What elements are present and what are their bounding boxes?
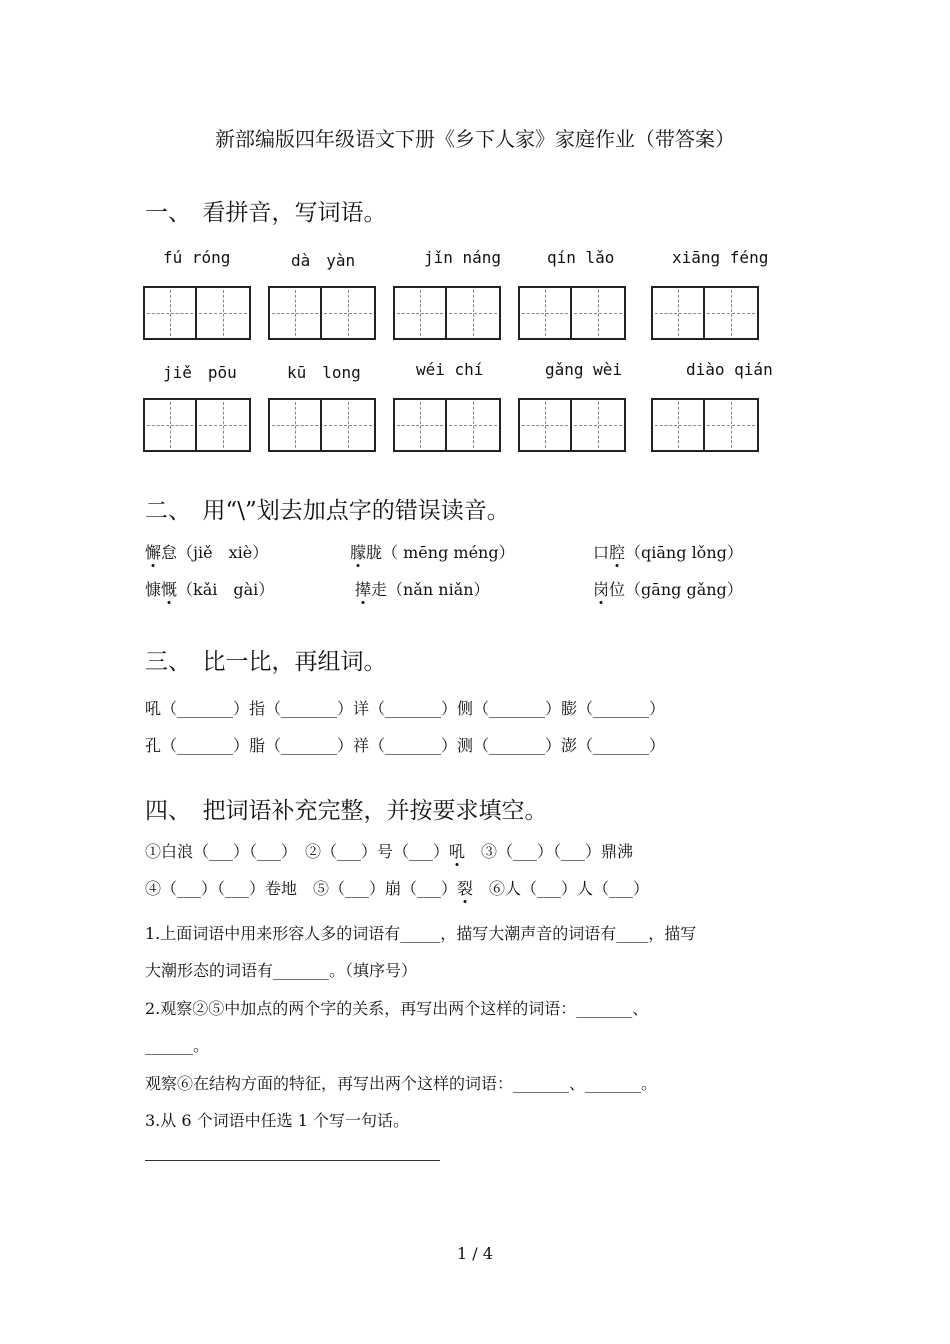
section-3-heading: 三、 比一比，再组词。 bbox=[145, 649, 387, 675]
pinyin-3: jǐn náng bbox=[424, 248, 502, 267]
compare-line-1[interactable]: 吼（_______）指（_______）详（_______）侧（_______）膨（_______） bbox=[145, 699, 666, 718]
question-1-line-1[interactable]: 1.上面词语中用来形容人多的词语有_____，描写大潮声音的词语有____，描写 bbox=[145, 924, 697, 943]
writing-grid-3[interactable] bbox=[393, 286, 501, 340]
answer-line[interactable] bbox=[145, 1160, 440, 1161]
pinyin-9: gǎng wèi bbox=[545, 360, 623, 379]
question-1-line-2[interactable]: 大潮形态的词语有_______。（填序号） bbox=[145, 961, 418, 980]
reading-item-3: 口腔（qiāng lǒng） bbox=[593, 543, 743, 562]
pinyin-5: xiāng féng bbox=[672, 248, 769, 267]
writing-grid-4[interactable] bbox=[518, 286, 626, 340]
dotted-char: 吼 bbox=[449, 842, 466, 861]
pinyin-8: wéi chí bbox=[416, 360, 484, 379]
pinyin-4: qín lǎo bbox=[547, 248, 615, 267]
section-2-heading: 二、 用“\”划去加点字的错误读音。 bbox=[145, 498, 510, 524]
question-3: 3.从 6 个词语中任选 1 个写一句话。 bbox=[145, 1111, 409, 1130]
writing-grid-1[interactable] bbox=[143, 286, 251, 340]
reading-item-5: 撵走（nǎn niǎn） bbox=[355, 580, 490, 599]
reading-item-6: 岗位（gāng gǎng） bbox=[593, 580, 743, 599]
pinyin-2: dà yàn bbox=[291, 251, 356, 270]
compare-line-2[interactable]: 孔（_______）脂（_______）祥（_______）测（_______）澎（_______） bbox=[145, 736, 666, 755]
writing-grid-8[interactable] bbox=[393, 398, 501, 452]
writing-grid-7[interactable] bbox=[268, 398, 376, 452]
dotted-char: 裂 bbox=[457, 879, 474, 898]
pinyin-6: jiě pōu bbox=[163, 363, 237, 382]
dotted-char: 朦 bbox=[350, 543, 367, 562]
reading-item-2: 朦胧（ mēng méng） bbox=[350, 543, 515, 562]
idiom-line-2[interactable]: ④（___）（___）卷地 ⑤（___）崩（___）裂 ⑥人（___）人（___） bbox=[145, 879, 650, 898]
pinyin-1: fú róng bbox=[163, 248, 231, 267]
dotted-char: 岗 bbox=[593, 580, 610, 599]
reading-item-1: 懈怠（jiě xiè） bbox=[145, 543, 269, 562]
writing-grid-2[interactable] bbox=[268, 286, 376, 340]
dotted-char: 腔 bbox=[609, 543, 626, 562]
writing-grid-5[interactable] bbox=[651, 286, 759, 340]
dotted-char: 撵 bbox=[355, 580, 372, 599]
reading-item-4: 慷慨（kǎi gài） bbox=[145, 580, 275, 599]
pinyin-10: diào qián bbox=[686, 360, 773, 379]
pinyin-7: kū long bbox=[287, 363, 361, 382]
idiom-line-1[interactable]: ①白浪（___）（___） ②（___）号（___）吼 ③（___）（___）鼎沸 bbox=[145, 842, 634, 861]
question-2-line-1[interactable]: 2.观察②⑤中加点的两个字的关系，再写出两个这样的词语：_______、 bbox=[145, 999, 649, 1018]
writing-grid-10[interactable] bbox=[651, 398, 759, 452]
page-number: 1 / 4 bbox=[457, 1244, 493, 1263]
section-1-heading: 一、 看拼音，写词语。 bbox=[145, 200, 387, 226]
writing-grid-9[interactable] bbox=[518, 398, 626, 452]
document-title: 新部编版四年级语文下册《乡下人家》家庭作业（带答案） bbox=[215, 127, 735, 151]
writing-grid-6[interactable] bbox=[143, 398, 251, 452]
question-2-line-3[interactable]: 观察⑥在结构方面的特征，再写出两个这样的词语：_______、_______。 bbox=[145, 1074, 658, 1093]
question-2-line-2[interactable]: ______。 bbox=[145, 1036, 210, 1055]
dotted-char: 懈 bbox=[145, 543, 162, 562]
dotted-char: 慨 bbox=[161, 580, 178, 599]
section-4-heading: 四、 把词语补充完整，并按要求填空。 bbox=[145, 798, 548, 824]
